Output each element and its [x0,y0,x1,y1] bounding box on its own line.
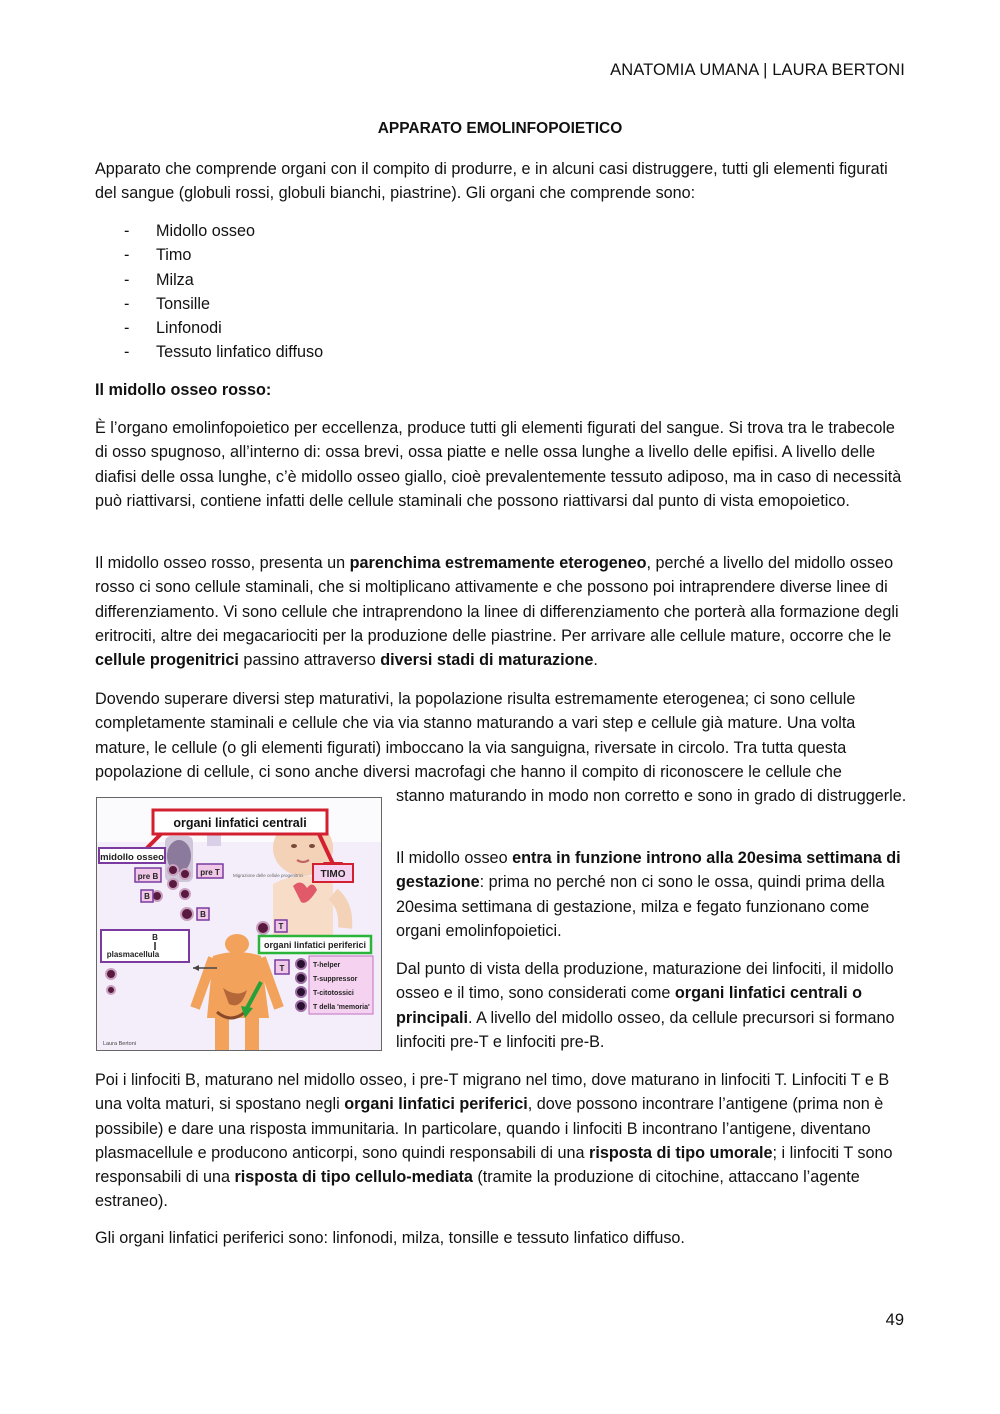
svg-text:T: T [278,922,284,931]
figure-illustration [97,798,381,1050]
svg-text:T-citotossici: T-citotossici [313,990,354,997]
svg-text:pre T: pre T [200,868,220,877]
list-item: - Linfonodi [124,319,222,338]
list-item: - Timo [124,246,192,265]
page-title: APPARATO EMOLINFOPOIETICO [377,120,623,137]
svg-text:organi linfatici periferici: organi linfatici periferici [263,940,367,950]
intro-paragraph: Apparato che comprende organi con il compito di produrre, e in alcuni casi distruggere, tutti gli elementi figurati del sangue (globuli rossi, globuli bianchi, piastrine). Gli organi che comprende sono: [95,160,888,203]
svg-text:B: B [144,892,150,901]
paragraph-4: Il midollo osseo entra in funzione introno alla 20esima settimana di gestazione: prima no perché non ci sono le ossa, quindi prima della 20esima settimana di gestazione, milza e fegato funzionano come organi emolinfopoietici. [396,849,901,940]
svg-text:organi linfatici centrali: organi linfatici centrali [173,816,307,830]
paragraph-6: Poi i linfociti B, maturano nel midollo osseo, i pre-T migrano nel timo, dove maturano in linfociti T. Linfociti T e B una volta maturi, si spostano negli organi linfatici periferici, dove possono incontrare l’antigene (prima non è possibile) e dare una risposta immunitaria. In particolare, quando i linfociti B incontrano l’antigene, diventano plasmacellule e producono anticorpi, sono quindi responsabili di una risposta di tipo umorale; i linfociti T sono responsabili di una risposta di tipo cellulo-mediata (tramite la produzione di citochine, attaccano l’agente estraneo). [95,1071,893,1211]
paragraph-2: Il midollo osseo rosso, presenta un parenchima estremamente eterogeneo, perché a livello del midollo osseo rosso ci sono cellule staminali, che si moltiplicano attivamente e che possono poi intraprendere diverse linee di differenziamento. Vi sono cellule che intraprendono la linee di differenziamento che porterà alla formazione degli eritrociti, altre dei megacariociti per la produzione delle piastrine. Per arrivare alle cellule mature, occorre che le cellule progenitrici passino attraverso diversi stadi di maturazione. [95,554,899,670]
organs-list [124,219,323,365]
svg-text:midollo osseo: midollo osseo [100,852,164,863]
svg-text:T-helper: T-helper [313,962,341,969]
svg-text:B: B [200,910,206,919]
svg-text:T-suppressor: T-suppressor [313,976,358,983]
page-number: 49 [885,1311,904,1329]
list-item: - Tonsille [124,294,210,313]
paragraph-3-continued: stanno maturando in modo non corretto e sono in grado di distruggerle. [396,787,907,805]
svg-text:Laura Bertoni: Laura Bertoni [103,1041,137,1047]
paragraph-5: Dal punto di vista della produzione, maturazione dei linfociti, il midollo osseo e il timo, sono considerati come organi linfatici centrali o principali. A livello del midollo osseo, da cellule precursori si formano linfociti pre-T e linfociti pre-B. [396,960,895,1051]
section-heading: Il midollo osseo rosso: [95,381,272,399]
svg-text:TIMO: TIMO [320,869,346,880]
list-item: - Milza [124,270,194,289]
lymphatic-organs-figure [96,797,382,1051]
paragraph-1: È l’organo emolinfopoietico per eccellenza, produce tutti gli elementi figurati del sangue. Si trova tra le trabecole di osso spugnoso, all’interno di: ossa brevi, ossa piatte e nelle ossa lunghe a livello delle epifisi. A livello delle diafisi delle ossa lunghe, c’è midollo osseo giallo, cioè prevalentemente tessuto adiposo, ma in caso di necessità può riattivarsi, contiene infatti delle cellule staminali che possono riattivarsi dal punto di vista emopoietico. [95,419,902,510]
svg-text:T: T [279,964,285,973]
paragraph-3: Dovendo superare diversi step maturativi, la popolazione risulta estremamente eterogenea; ci sono cellule completamente staminali e cellule che via via stanno maturando a vari step e cellule già mature. Una volta mature, le cellule (o gli elementi figurati) imboccano la via sanguigna, riversate in circolo. Tra tutta questa popolazione di cellule, ci sono anche diversi macrofagi che hanno il compito di riconoscere le cellule che [95,690,856,781]
svg-text:pre B: pre B [137,872,159,881]
svg-text:T della 'memoria': T della 'memoria' [313,1004,370,1011]
paragraph-7: Gli organi linfatici periferici sono: linfonodi, milza, tonsille e tessuto linfatico diffuso. [95,1229,685,1247]
svg-text:plasmacellula: plasmacellula [106,950,160,959]
svg-text:B: B [152,933,158,942]
svg-text:Migrazione delle cellule proge: Migrazione delle cellule progenitrici [233,873,304,878]
running-header: ANATOMIA UMANA | LAURA BERTONI [610,61,905,79]
list-item: - Tessuto linfatico diffuso [124,343,324,362]
list-item: - Midollo osseo [124,222,255,240]
